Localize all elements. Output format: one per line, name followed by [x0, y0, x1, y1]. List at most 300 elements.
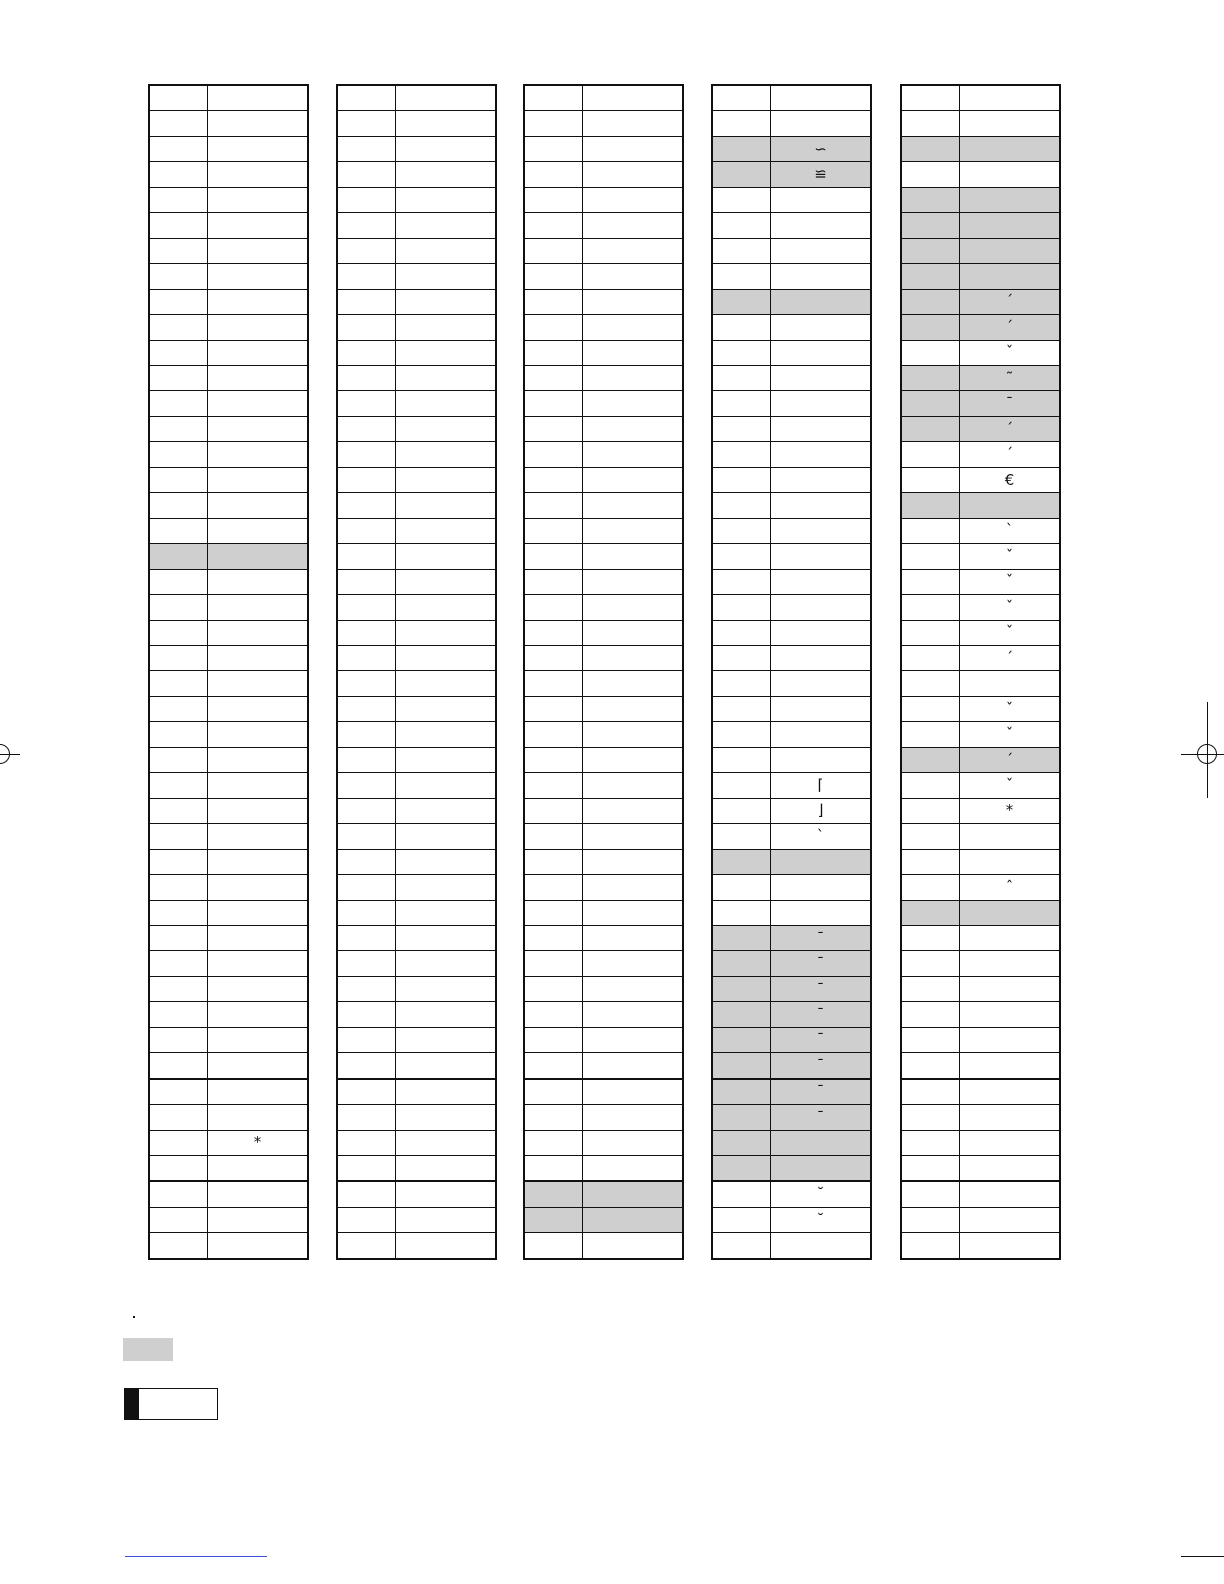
character-cell	[208, 1233, 307, 1257]
table-row	[150, 925, 307, 950]
character-cell	[960, 1131, 1059, 1155]
table-row	[338, 798, 495, 823]
code-cell	[525, 697, 583, 721]
character-cell	[396, 137, 495, 161]
character-cell	[960, 239, 1059, 263]
table-row	[713, 594, 870, 619]
table-row	[525, 492, 682, 517]
character-cell	[771, 1131, 870, 1155]
code-cell	[713, 850, 771, 874]
table-row	[525, 747, 682, 772]
code-cell	[338, 697, 396, 721]
character-cell	[583, 417, 682, 441]
code-cell	[713, 621, 771, 645]
character-cell: ˊ	[960, 748, 1059, 772]
code-cell	[150, 621, 208, 645]
table-row	[525, 874, 682, 899]
code-cell	[902, 468, 960, 492]
table-row	[713, 86, 870, 110]
table-row	[525, 950, 682, 975]
table-row	[150, 340, 307, 365]
table-row	[902, 492, 1059, 517]
code-cell	[150, 468, 208, 492]
character-cell	[583, 137, 682, 161]
code-table-2	[336, 84, 497, 1260]
code-cell	[713, 595, 771, 619]
code-cell	[338, 86, 396, 110]
character-cell: ˇ	[1005, 775, 1014, 794]
table-row	[525, 467, 682, 492]
character-cell	[771, 621, 870, 645]
code-table-5	[900, 84, 1061, 1260]
table-row	[713, 263, 870, 288]
code-cell	[713, 366, 771, 390]
character-cell	[960, 493, 1059, 517]
code-cell	[150, 137, 208, 161]
code-cell	[525, 111, 583, 135]
code-cell	[902, 391, 960, 415]
character-cell	[583, 646, 682, 670]
table-row	[525, 900, 682, 925]
code-cell	[713, 315, 771, 339]
table-row	[338, 1207, 495, 1232]
character-cell	[208, 544, 307, 568]
character-cell	[208, 595, 307, 619]
character-cell	[396, 850, 495, 874]
code-cell	[902, 1156, 960, 1180]
character-cell	[960, 1208, 1059, 1232]
code-cell	[902, 213, 960, 237]
table-row	[150, 823, 307, 848]
code-cell	[713, 417, 771, 441]
character-cell	[960, 671, 1059, 695]
table-row	[713, 1052, 870, 1077]
code-cell	[525, 951, 583, 975]
table-row	[150, 747, 307, 772]
character-cell	[960, 137, 1059, 161]
table-row	[338, 390, 495, 415]
character-cell	[583, 697, 682, 721]
code-cell	[902, 264, 960, 288]
table-row	[713, 1180, 870, 1206]
code-cell	[713, 391, 771, 415]
table-row	[525, 543, 682, 568]
table-row	[525, 416, 682, 441]
table-row	[150, 365, 307, 390]
table-row	[338, 900, 495, 925]
table-row	[150, 721, 307, 746]
character-cell	[396, 697, 495, 721]
table-row	[902, 238, 1059, 263]
footer-link-line	[125, 1556, 267, 1557]
code-cell	[713, 1233, 771, 1257]
character-cell: ˆ	[1005, 877, 1014, 896]
code-cell	[525, 493, 583, 517]
table-row	[902, 263, 1059, 288]
character-cell: ˘	[816, 1185, 825, 1204]
code-cell	[902, 86, 960, 110]
table-row	[525, 212, 682, 237]
character-cell: ˉ	[771, 1053, 870, 1077]
table-row	[902, 1104, 1059, 1129]
table-row	[902, 441, 1059, 466]
code-cell	[525, 86, 583, 110]
code-cell	[525, 850, 583, 874]
table-row	[902, 1180, 1059, 1206]
code-cell	[713, 773, 771, 797]
code-cell	[902, 799, 960, 823]
code-cell	[525, 417, 583, 441]
code-cell	[902, 824, 960, 848]
table-row	[902, 1207, 1059, 1232]
character-cell	[583, 824, 682, 848]
character-cell	[396, 748, 495, 772]
code-cell	[150, 722, 208, 746]
code-cell	[150, 570, 208, 594]
code-cell	[525, 570, 583, 594]
character-cell	[396, 519, 495, 543]
table-row	[150, 1001, 307, 1026]
table-row	[902, 289, 1059, 314]
code-cell	[150, 1233, 208, 1257]
code-cell	[338, 1156, 396, 1180]
table-row	[713, 721, 870, 746]
code-cell	[525, 188, 583, 212]
table-row	[150, 263, 307, 288]
table-row	[338, 1232, 495, 1257]
character-cell	[583, 188, 682, 212]
table-row	[902, 823, 1059, 848]
code-cell	[713, 824, 771, 848]
table-row	[338, 238, 495, 263]
table-row	[713, 212, 870, 237]
character-cell	[396, 86, 495, 110]
legend-shaded-swatch	[123, 1338, 173, 1361]
character-cell	[771, 417, 870, 441]
code-cell	[902, 1002, 960, 1026]
character-cell	[583, 162, 682, 186]
character-cell	[396, 1105, 495, 1129]
code-cell	[902, 671, 960, 695]
code-cell	[338, 468, 396, 492]
code-cell	[150, 1053, 208, 1077]
character-cell	[583, 1105, 682, 1129]
character-cell	[960, 977, 1059, 1001]
table-row	[713, 1207, 870, 1232]
code-cell	[902, 1053, 960, 1077]
character-cell: ⌋	[817, 801, 824, 820]
character-cell	[960, 850, 1059, 874]
table-row	[150, 620, 307, 645]
table-row	[150, 950, 307, 975]
character-cell	[583, 366, 682, 390]
character-cell	[208, 570, 307, 594]
character-cell	[396, 213, 495, 237]
character-cell	[960, 1156, 1059, 1180]
code-cell	[713, 544, 771, 568]
table-row	[525, 289, 682, 314]
code-cell	[150, 239, 208, 263]
table-row	[150, 441, 307, 466]
table-row	[525, 1232, 682, 1257]
table-row	[902, 136, 1059, 161]
code-cell	[902, 162, 960, 186]
code-cell	[525, 773, 583, 797]
character-cell: ˉ	[771, 926, 870, 950]
character-cell: ˊ	[960, 290, 1059, 314]
character-cell	[208, 213, 307, 237]
character-cell: ˇ	[1005, 546, 1014, 565]
table-row	[338, 1104, 495, 1129]
code-cell	[338, 671, 396, 695]
character-cell	[208, 977, 307, 1001]
code-cell	[525, 722, 583, 746]
character-cell: ˊ	[1005, 445, 1014, 464]
code-cell	[525, 1105, 583, 1129]
code-cell	[525, 239, 583, 263]
character-cell	[583, 391, 682, 415]
character-cell: €	[1004, 470, 1015, 489]
table-row	[150, 900, 307, 925]
code-cell	[525, 1131, 583, 1155]
character-cell	[208, 697, 307, 721]
table-row	[525, 365, 682, 390]
character-cell: ˋ	[816, 826, 825, 845]
character-cell	[583, 544, 682, 568]
code-cell	[338, 137, 396, 161]
code-cell	[902, 595, 960, 619]
table-row	[338, 543, 495, 568]
character-cell	[583, 442, 682, 466]
code-cell	[150, 213, 208, 237]
table-row	[525, 1155, 682, 1180]
character-cell	[396, 1053, 495, 1077]
code-cell	[150, 901, 208, 925]
code-cell	[713, 926, 771, 950]
table-row	[713, 518, 870, 543]
code-cell	[338, 417, 396, 441]
table-row	[902, 950, 1059, 975]
character-cell: *	[253, 1133, 262, 1152]
code-cell	[338, 621, 396, 645]
character-cell	[771, 722, 870, 746]
table-row	[338, 645, 495, 670]
table-row	[902, 1027, 1059, 1052]
table-row	[150, 1232, 307, 1257]
table-row	[338, 289, 495, 314]
code-table-1	[148, 84, 309, 1260]
table-row	[150, 1104, 307, 1129]
character-cell: ˉ	[960, 391, 1059, 415]
code-cell	[525, 341, 583, 365]
character-cell	[583, 621, 682, 645]
character-cell	[583, 850, 682, 874]
code-cell	[338, 875, 396, 899]
character-cell	[208, 875, 307, 899]
table-row	[713, 314, 870, 339]
table-row	[713, 874, 870, 899]
table-row	[150, 798, 307, 823]
character-cell	[208, 1002, 307, 1026]
character-cell	[583, 1053, 682, 1077]
table-row	[525, 390, 682, 415]
character-cell	[771, 264, 870, 288]
code-cell	[338, 977, 396, 1001]
table-row	[150, 314, 307, 339]
character-cell	[583, 1208, 682, 1232]
table-row	[525, 340, 682, 365]
character-cell	[771, 468, 870, 492]
table-row	[150, 238, 307, 263]
character-cell	[208, 442, 307, 466]
character-cell: ˊ	[960, 315, 1059, 339]
table-row	[150, 1027, 307, 1052]
table-row	[338, 950, 495, 975]
footer-crop-line	[1181, 1556, 1224, 1557]
character-cell	[771, 111, 870, 135]
table-row	[338, 340, 495, 365]
code-cell	[902, 926, 960, 950]
table-row	[338, 823, 495, 848]
code-cell	[150, 290, 208, 314]
table-row	[338, 263, 495, 288]
character-cell	[208, 264, 307, 288]
code-cell	[713, 901, 771, 925]
table-row	[902, 187, 1059, 212]
code-cell	[713, 799, 771, 823]
character-cell	[583, 926, 682, 950]
character-cell	[771, 188, 870, 212]
code-cell	[902, 748, 960, 772]
table-row	[902, 110, 1059, 135]
code-cell	[338, 1233, 396, 1257]
character-cell	[771, 544, 870, 568]
code-table-3	[523, 84, 684, 1260]
code-cell	[525, 926, 583, 950]
code-cell	[150, 850, 208, 874]
character-cell	[960, 111, 1059, 135]
character-cell	[208, 519, 307, 543]
table-row	[902, 1155, 1059, 1180]
character-cell	[583, 748, 682, 772]
code-cell	[338, 264, 396, 288]
table-row	[338, 187, 495, 212]
character-cell	[960, 1053, 1059, 1077]
character-cell	[396, 341, 495, 365]
code-cell	[338, 391, 396, 415]
code-cell	[902, 875, 960, 899]
table-row	[713, 849, 870, 874]
table-row	[902, 543, 1059, 568]
table-row	[338, 721, 495, 746]
character-cell	[396, 671, 495, 695]
character-cell	[396, 239, 495, 263]
table-row	[338, 747, 495, 772]
character-cell	[208, 1080, 307, 1104]
character-cell	[396, 875, 495, 899]
code-cell	[150, 544, 208, 568]
table-row	[150, 1155, 307, 1180]
table-row	[713, 900, 870, 925]
table-row	[525, 670, 682, 695]
code-cell	[338, 162, 396, 186]
code-cell	[713, 1028, 771, 1052]
character-cell	[771, 671, 870, 695]
character-cell	[960, 162, 1059, 186]
code-cell	[338, 111, 396, 135]
table-row	[338, 874, 495, 899]
table-row	[713, 441, 870, 466]
code-cell	[713, 977, 771, 1001]
character-cell	[208, 850, 307, 874]
code-cell	[902, 442, 960, 466]
character-cell: ˇ	[1005, 572, 1014, 591]
character-cell	[583, 493, 682, 517]
character-cell	[960, 901, 1059, 925]
code-cell	[338, 1105, 396, 1129]
character-cell	[583, 86, 682, 110]
table-row	[902, 900, 1059, 925]
table-row	[338, 492, 495, 517]
character-cell	[396, 722, 495, 746]
code-cell	[525, 1053, 583, 1077]
code-cell	[525, 595, 583, 619]
character-cell	[583, 290, 682, 314]
code-cell	[150, 875, 208, 899]
character-cell	[396, 1156, 495, 1180]
character-cell: ˉ	[771, 1002, 870, 1026]
code-cell	[150, 926, 208, 950]
code-cell	[150, 824, 208, 848]
code-cell	[902, 850, 960, 874]
code-cell	[525, 621, 583, 645]
character-cell	[771, 697, 870, 721]
code-cell	[150, 366, 208, 390]
character-cell	[771, 850, 870, 874]
character-cell	[583, 1156, 682, 1180]
table-row	[713, 365, 870, 390]
table-row	[338, 1078, 495, 1104]
character-cell	[960, 213, 1059, 237]
table-row	[150, 289, 307, 314]
code-cell	[338, 544, 396, 568]
code-cell	[150, 1002, 208, 1026]
code-cell	[338, 595, 396, 619]
table-row	[713, 747, 870, 772]
code-cell	[525, 1156, 583, 1180]
table-row	[713, 976, 870, 1001]
character-cell	[208, 366, 307, 390]
code-cell	[150, 442, 208, 466]
character-cell: ˊ	[960, 417, 1059, 441]
character-cell: ∽	[771, 137, 870, 161]
table-row	[150, 390, 307, 415]
code-cell	[150, 1156, 208, 1180]
table-row	[525, 594, 682, 619]
code-cell	[338, 799, 396, 823]
code-cell	[902, 1080, 960, 1104]
table-row	[150, 645, 307, 670]
character-cell	[208, 646, 307, 670]
character-cell	[771, 213, 870, 237]
table-row	[525, 772, 682, 797]
code-cell	[525, 671, 583, 695]
character-cell	[208, 493, 307, 517]
character-cell	[396, 595, 495, 619]
table-row	[902, 874, 1059, 899]
table-row	[713, 543, 870, 568]
code-cell	[150, 1028, 208, 1052]
